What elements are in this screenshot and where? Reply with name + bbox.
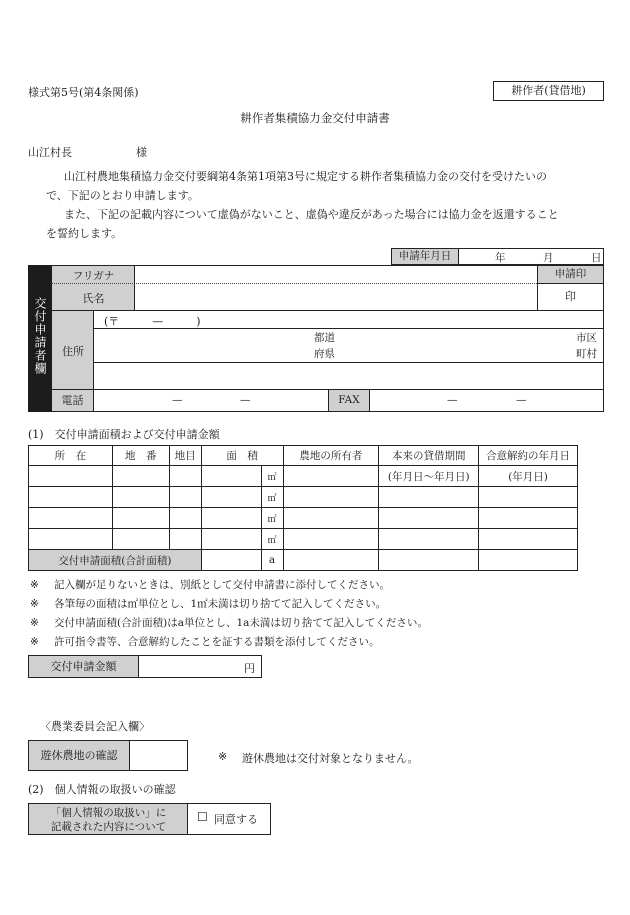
cell-category[interactable] xyxy=(169,508,201,529)
name-input[interactable] xyxy=(135,284,537,310)
header-lease-period: 本来の貸借期間 xyxy=(379,446,479,466)
idle-note: 遊休農地は交付対象となりません。 xyxy=(242,752,419,765)
body-line-4: を誓約します。 xyxy=(46,227,123,240)
phone-dash-1: — xyxy=(172,394,183,406)
form-number: 様式第5号(第4条関係) xyxy=(28,86,139,99)
land-table xyxy=(28,445,578,571)
cell-category[interactable] xyxy=(169,466,201,487)
unit-sqm: ㎡ xyxy=(261,487,283,508)
date-year: 年 xyxy=(495,252,506,264)
address-detail-input[interactable] xyxy=(94,363,604,389)
total-area-label: 交付申請面積(合計面積) xyxy=(29,550,202,571)
prefecture-bottom: 府県 xyxy=(314,348,335,360)
header-land-category: 地目 xyxy=(169,446,201,466)
committee-heading: 〈農業委員会記入欄〉 xyxy=(40,720,150,733)
fax-dash-2: — xyxy=(516,394,527,406)
name-label-dots xyxy=(52,283,135,284)
header-lot-number: 地 番 xyxy=(112,446,169,466)
cell-owner[interactable] xyxy=(283,508,379,529)
fax-input[interactable] xyxy=(370,390,604,411)
cell-period[interactable] xyxy=(379,487,479,508)
seal-label: 申請印 xyxy=(537,266,603,283)
addressee-name: 山江村長 xyxy=(28,146,72,159)
table-row xyxy=(29,487,578,508)
amount-label: 交付申請金額 xyxy=(29,656,139,677)
cell-owner[interactable] xyxy=(283,550,379,571)
cell-date[interactable] xyxy=(479,529,578,550)
date-month: 月 xyxy=(543,252,554,264)
subheader-period: (年月日～年月日) xyxy=(379,466,479,487)
cell-category[interactable] xyxy=(169,487,201,508)
date-field[interactable] xyxy=(458,248,604,265)
total-row xyxy=(29,550,578,571)
idle-note-mark: ※ xyxy=(218,750,228,763)
seal-field[interactable]: 印 xyxy=(537,284,603,310)
cell-date[interactable] xyxy=(479,487,578,508)
note-4: ※ 許可指令書等、合意解約したことを証する書類を添付してください。 xyxy=(30,636,380,648)
cell-location[interactable] xyxy=(29,529,113,550)
cell-location[interactable] xyxy=(29,508,113,529)
phone-input[interactable] xyxy=(94,390,328,411)
header-location: 所 在 xyxy=(29,446,113,466)
cell-lot[interactable] xyxy=(112,487,169,508)
address-label: 住所 xyxy=(62,345,84,358)
note-3: ※ 交付申請面積(合計面積)はa単位とし、1a未満は切り捨てて記入してください。 xyxy=(30,617,428,629)
cell-area[interactable] xyxy=(201,487,261,508)
cell-location[interactable] xyxy=(29,487,113,508)
applicant-side-label: 交付申請者欄 xyxy=(28,265,52,412)
furigana-input[interactable] xyxy=(135,266,537,283)
unit-are: a xyxy=(261,550,283,571)
section2-heading: (2) 個人情報の取扱いの確認 xyxy=(28,783,176,796)
idle-label: 遊休農地の確認 xyxy=(29,741,130,770)
header-termination-date: 合意解約の年月日 xyxy=(479,446,578,466)
addressee-suffix: 様 xyxy=(136,146,147,159)
cell-owner[interactable] xyxy=(283,529,379,550)
postal-field[interactable]: (〒 — ) xyxy=(104,315,201,328)
name-bottom-line xyxy=(52,310,604,311)
cell-owner[interactable] xyxy=(283,466,379,487)
header-owner: 農地の所有者 xyxy=(283,446,379,466)
phone-dash-2: — xyxy=(240,394,251,406)
consent-label-line1: 「個人情報の取扱い」に xyxy=(50,807,167,819)
unit-sqm: ㎡ xyxy=(261,466,283,487)
fax-dash-1: — xyxy=(447,394,458,406)
cell-owner[interactable] xyxy=(283,487,379,508)
date-day: 日 xyxy=(591,252,602,264)
consent-agree-label: 同意する xyxy=(214,813,258,826)
note-2: ※ 各筆毎の面積は㎡単位とし、1㎡未満は切り捨てて記入してください。 xyxy=(30,598,387,610)
section1-heading: (1) 交付申請面積および交付申請金額 xyxy=(28,428,220,441)
consent-label-line2: 記載された内容について xyxy=(50,821,167,833)
cell-period[interactable] xyxy=(379,529,479,550)
prefecture-top: 都道 xyxy=(314,332,335,344)
cell-date[interactable] xyxy=(479,550,578,571)
cell-area[interactable] xyxy=(201,466,261,487)
name-label: 氏名 xyxy=(82,292,105,305)
unit-sqm: ㎡ xyxy=(261,508,283,529)
cell-category[interactable] xyxy=(169,529,201,550)
subheader-date: (年月日) xyxy=(479,466,578,487)
category-box: 耕作者(貸借地) xyxy=(493,81,604,101)
fax-label: FAX xyxy=(328,390,370,411)
cell-location[interactable] xyxy=(29,466,113,487)
cell-lot[interactable] xyxy=(112,508,169,529)
cell-lot[interactable] xyxy=(112,529,169,550)
table-row xyxy=(29,529,578,550)
amount-input[interactable] xyxy=(140,656,260,677)
amount-unit: 円 xyxy=(244,662,255,675)
idle-input[interactable] xyxy=(131,741,186,770)
phone-label: 電話 xyxy=(52,390,94,411)
cell-area[interactable] xyxy=(201,508,261,529)
unit-sqm: ㎡ xyxy=(261,529,283,550)
cell-date[interactable] xyxy=(479,508,578,529)
body-line-1: 山江村農地集積協力金交付要綱第4条第1項第3号に規定する耕作者集積協力金の交付を受けたいの xyxy=(64,170,547,183)
header-area: 面 積 xyxy=(201,446,283,466)
cell-period[interactable] xyxy=(379,550,479,571)
cell-lot[interactable] xyxy=(112,466,169,487)
furigana-label: フリガナ xyxy=(72,270,115,282)
date-label: 申請年月日 xyxy=(391,248,459,265)
table-row xyxy=(29,508,578,529)
body-line-3: また、下記の記載内容について虚偽がないこと、虚偽や違反があった場合には協力金を返還すること xyxy=(64,208,559,221)
cell-area[interactable] xyxy=(201,529,261,550)
cell-period[interactable] xyxy=(379,508,479,529)
body-line-2: で、下記のとおり申請します。 xyxy=(46,189,199,202)
city-top: 市区 xyxy=(576,332,597,344)
form-title: 耕作者集積協力金交付申請書 xyxy=(240,111,390,125)
city-bottom: 町村 xyxy=(576,348,597,360)
consent-checkbox[interactable]: ☐ xyxy=(197,810,208,824)
table-row xyxy=(29,466,578,487)
total-area-input[interactable] xyxy=(201,550,261,571)
note-1: ※ 記入欄が足りないときは、別紙として交付申請書に添付してください。 xyxy=(30,579,390,591)
